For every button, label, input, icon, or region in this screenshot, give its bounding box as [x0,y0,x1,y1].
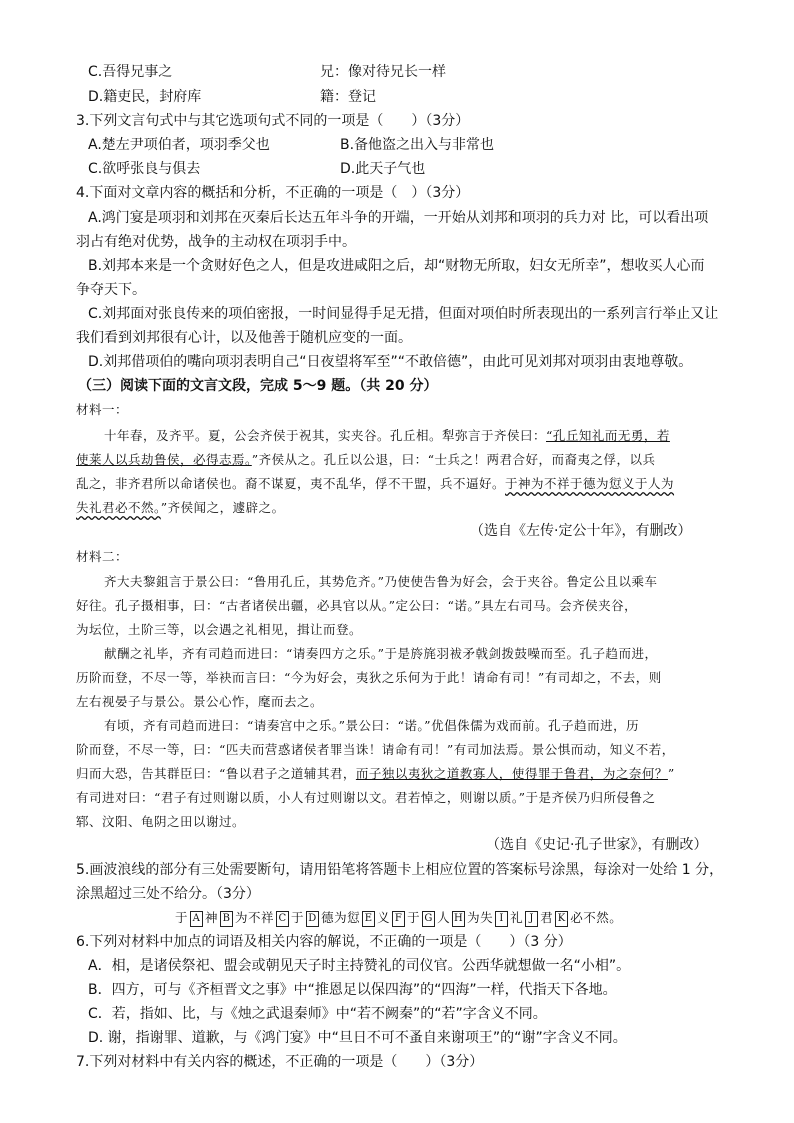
q5-stem-line2: 涂黑超过三处不给分。（3分） [76,886,260,902]
material1-line4: 失礼君必不然。”齐侯闻之，遽辟之。 [76,500,285,515]
material2-line3: 为坛位，土阶三等，以会遇之礼相见，揖让而登。 [76,622,363,637]
material2-source: （选自《史记·孔子世家》，有删改） [486,837,708,853]
answer-box-k[interactable]: K [555,911,568,927]
material2-line9: 归而大恐，告其群臣曰：“鲁以君子之道辅其君，而子独以夷狄之道教寡人，使得罪于鲁君，为之奈何？” [76,766,675,781]
q5-stem-line1: 5.画波浪线的部分有三处需要断句，请用铅笔将答题卡上相应位置的答案标号涂黑，每涂对一处给 1 分， [76,862,724,878]
material2-line10: 有司进对曰：“君子有过则谢以质，小人有过则谢以文。君若悼之，则谢以质。”于是齐侯乃归所侵鲁之 [76,790,656,805]
q4-option-c-line1: C.刘邦面对张良传来的项伯密报，一时间显得手足无措，但面对项伯时所表现出的一系列言行举止又让 [88,306,719,322]
material1-line2: 使莱人以兵劫鲁侯，必得志焉。”齐侯从之。孔丘以公退，曰：“士兵之！两君合好，而裔夷之俘，以兵 [76,452,656,467]
q7-stem: 7.下列对材料中有关内容的概述，不正确的一项是（ ）（3分） [76,1054,484,1070]
answer-box-h[interactable]: H [452,911,465,927]
q6-option-b: B．四方，可与《齐桓晋文之事》中“推恩足以保四海”的“四海”一样，代指天下各地。 [88,982,617,998]
q6-option-a: A．相，是诸侯祭祀、盟会或朝见天子时主持赞礼的司仪官。公西华就想做一名“小相”。 [88,958,631,974]
material2-line6: 左右视晏子与景公。景公心怍，麾而去之。 [76,694,324,709]
q2-option-c: C.吾得兄事之 [88,64,173,80]
material2-line4: 献酬之礼毕，齐有司趋而进曰：“请奏四方之乐。”于是旍旄羽袚矛戟剑拨鼓噪而至。孔子趋而进， [104,646,658,661]
answer-box-c[interactable]: C [276,911,289,927]
answer-box-a[interactable]: A [190,911,203,927]
section-title: （三）阅读下面的文言文段，完成 5～9 题。（共 20 分） [78,378,438,394]
material1-label: 材料一： [76,402,129,417]
q6-option-d: D. 谢，指谢罪、道歉，与《鸿门宴》中“旦日不可不蚤自来谢项王”的“谢”字含义不同。 [88,1030,627,1046]
q4-option-a-line2: 羽占有绝对优势，战争的主动权在项羽手中。 [76,234,356,250]
answer-box-i[interactable]: I [495,911,508,927]
q2-option-c-gloss: 兄：像对待兄长一样 [320,64,446,80]
answer-box-g[interactable]: G [422,911,435,927]
q2-option-d-gloss: 籍：登记 [320,89,376,105]
q4-option-b-line1: B.刘邦本来是一个贪财好色之人，但是攻进咸阳之后，却“财物无所取，妇女无所幸”，想收买人心而 [88,258,705,274]
q3-option-a: A.楚左尹项伯者，项羽季父也 [88,137,270,153]
answer-box-j[interactable]: J [525,911,538,927]
q3-option-c: C.欲呼张良与俱去 [88,161,201,177]
q6-stem: 6.下列对材料中加点的词语及相关内容的解说，不正确的一项是（ ）（3 分） [76,934,572,950]
q2-option-d: D.籍吏民，封府库 [88,89,202,105]
material1-source: （选自《左传·定公十年》，有删改） [470,523,692,539]
answer-box-b[interactable]: B [220,911,233,927]
answer-box-f[interactable]: F [392,911,405,927]
q4-option-a-line1: A.鸿门宴是项羽和刘邦在灭秦后长达五年斗争的开端，一开始从刘邦和项羽的兵力对 比，可以看出项 [88,210,709,226]
answer-box-d[interactable]: D [306,911,319,927]
material2-line8: 阶而登，不尽一等，曰：“匹夫而营惑诸侯者罪当诛！请命有司！”有司加法焉。景公惧而动，知义不若， [76,742,675,757]
q4-option-c-line2: 我们看到刘邦很有心计，以及他善于随机应变的一面。 [76,330,412,346]
q5-punctuation-line: 于 A 神 B 为不祥 C 于 D 德为愆 E 义 F 于 G 人 H 为失 I 礼 J 君 K 必不然。 [175,910,623,925]
material1-line3: 乱之，非齐君所以命诸侯也。裔不谋夏，夷不乱华，俘不干盟，兵不逼好。于神为不祥于德为愆义于人为 [76,476,675,491]
q4-stem: 4.下面对文章内容的概括和分析，不正确的一项是（ ）（3分） [76,185,470,201]
q3-stem: 3.下列文言句式中与其它选项句式不同的一项是（ ）（3分） [76,113,470,129]
q4-option-d: D.刘邦借项伯的嘴向项羽表明自己“日夜望将军至”“不敢倍德”，由此可见刘邦对项羽由衷地尊敬。 [88,354,693,370]
material2-label: 材料二： [76,549,129,564]
answer-box-e[interactable]: E [362,911,375,927]
q4-option-b-line2: 争夺天下。 [76,282,146,298]
q6-option-c: C．若，指如、比，与《烛之武退秦师》中“若不阙秦”的“若”字含义不同。 [88,1006,547,1022]
material2-line11: 郓、汶阳、龟阴之田以谢过。 [76,814,246,829]
material2-line7: 有顷，齐有司趋而进曰：“请奏宫中之乐。”景公曰：“诺。”优倡侏儒为戏而前。孔子趋而进，历 [104,718,640,733]
material2-line5: 历阶而登，不尽一等，举袂而言曰：“今为好会，夷狄之乐何为于此！请命有司！”有司却之，不去，则 [76,670,662,685]
material2-line2: 好往。孔子摄相事，曰：“古者诸侯出疆，必具官以从。”定公曰：“诺。”具左右司马。会齐侯夹谷， [76,598,638,613]
material1-line1: 十年春，及齐平。夏，公会齐侯于祝其，实夹谷。孔丘相。犁弥言于齐侯曰：“孔丘知礼而无勇，若 [104,428,670,443]
q3-option-d: D.此天子气也 [340,161,426,177]
q3-option-b: B.备他盗之出入与非常也 [340,137,495,153]
material2-line1: 齐大夫黎鉏言于景公曰：“鲁用孔丘，其势危齐。”乃使使告鲁为好会，会于夹谷。鲁定公且以乘车 [104,574,658,589]
